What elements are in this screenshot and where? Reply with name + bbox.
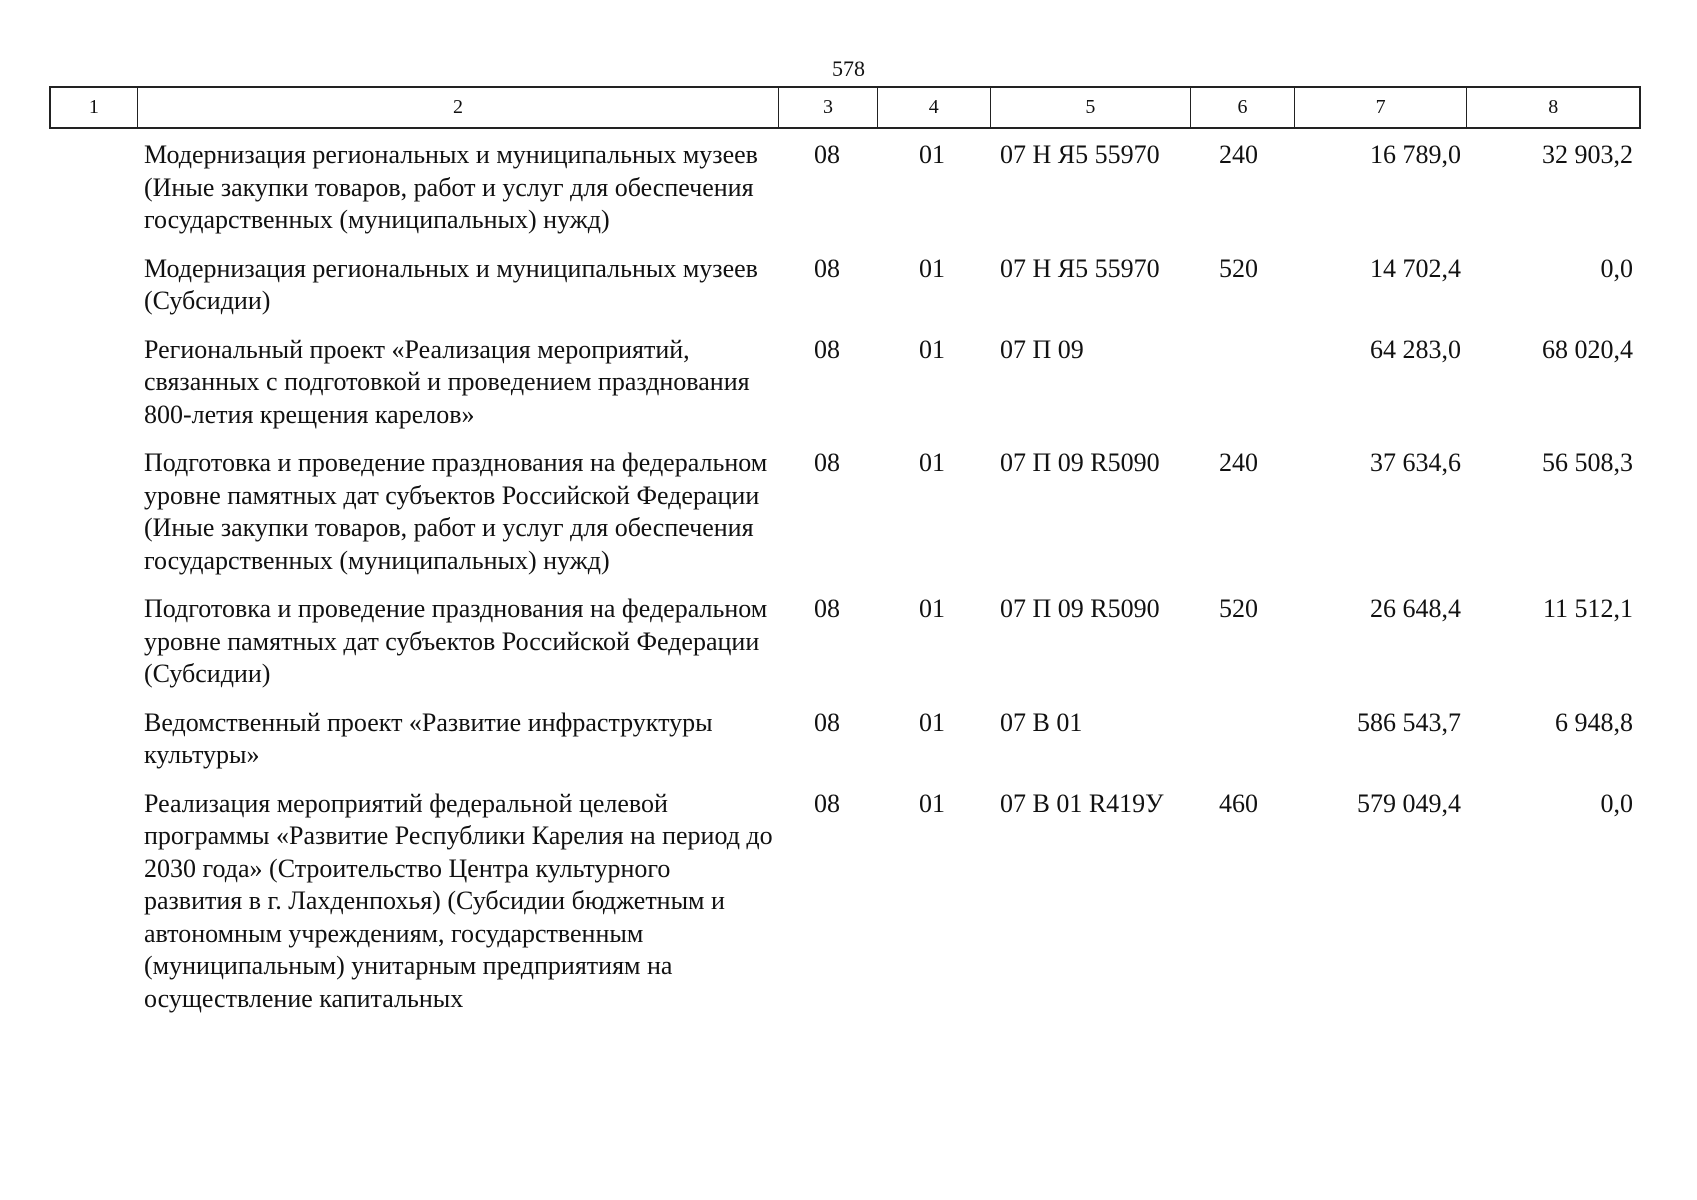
row-amount-col8: 11 512,1 (1542, 594, 1633, 623)
table-header-row (49, 86, 1641, 129)
header-cell-2: 2 (138, 88, 779, 127)
row-amount-col7: 64 283,0 (1370, 334, 1461, 364)
row-description: Модернизация региональных и муниципальных музеев (Субсидии) (144, 253, 758, 315)
row-expense-type (1192, 334, 1296, 432)
row-subsection-code: 01 (919, 788, 945, 818)
row-section-code: 08 (814, 594, 840, 623)
row-expense-type (1192, 707, 1296, 772)
row-amount-col7: 14 702,4 (1370, 253, 1461, 283)
row-description: Подготовка и проведение празднования на федеральном уровне памятных дат субъектов Российской Федерации (Иные закупки товаров, работ и услуг для обеспечения государственных (муниципальных) нужд) (144, 448, 768, 575)
row-index-cell (49, 253, 136, 318)
row-subsection-code: 01 (919, 594, 945, 623)
row-section-code: 08 (814, 707, 840, 737)
table-row (49, 593, 1641, 691)
row-amount-col7: 586 543,7 (1357, 707, 1461, 737)
table-row (49, 788, 1641, 1016)
row-amount-col8: 56 508,3 (1542, 448, 1633, 477)
row-subsection-code: 01 (919, 707, 945, 737)
row-description: Подготовка и проведение празднования на федеральном уровне памятных дат субъектов Российской Федерации (Субсидии) (144, 594, 768, 688)
row-index-cell (49, 139, 136, 237)
row-expense-type: 460 (1219, 788, 1258, 818)
row-description: Модернизация региональных и муниципальных музеев (Иные закупки товаров, работ и услуг для обеспечения государственных (муниципальных) нужд) (144, 140, 758, 234)
row-subsection-code: 01 (919, 334, 945, 364)
row-amount-col8: 0,0 (1600, 788, 1633, 818)
row-amount-col7: 579 049,4 (1357, 788, 1461, 818)
table-row (49, 253, 1641, 318)
row-subsection-code: 01 (919, 448, 945, 477)
row-target-article: 07 П 09 R5090 (1000, 594, 1160, 623)
table-row (49, 707, 1641, 772)
row-index-cell (49, 707, 136, 772)
row-section-code: 08 (814, 140, 840, 169)
row-description: Реализация мероприятий федеральной целевой программы «Развитие Республики Карелия на период до 2030 года» (Строительство Центра культурного развития в г. Лахденпохья) (Субсидии бюджетным и автономным учреждениям, государственным (муниципальным) унитарным предприятиям на осуществление капитальных (144, 788, 773, 1013)
row-subsection-code: 01 (919, 140, 945, 169)
row-index-cell (49, 788, 136, 1016)
header-cell-5: 5 (991, 88, 1192, 127)
table-row (49, 447, 1641, 577)
row-section-code: 08 (814, 448, 840, 477)
budget-table (49, 86, 1641, 1031)
row-target-article: 07 В 01 (1000, 707, 1083, 737)
header-cell-1: 1 (51, 88, 138, 127)
row-amount-col8: 32 903,2 (1542, 140, 1633, 169)
row-target-article: 07 Н Я5 55970 (1000, 140, 1160, 169)
row-amount-col8: 0,0 (1600, 253, 1633, 283)
row-subsection-code: 01 (919, 253, 945, 283)
header-cell-3: 3 (779, 88, 878, 127)
row-amount-col8: 68 020,4 (1542, 334, 1633, 364)
row-index-cell (49, 593, 136, 691)
table-row (49, 334, 1641, 432)
header-cell-8: 8 (1548, 96, 1559, 118)
header-cell-6: 6 (1191, 88, 1295, 127)
row-expense-type: 240 (1219, 140, 1258, 169)
row-amount-col7: 26 648,4 (1370, 594, 1461, 623)
row-amount-col7: 37 634,6 (1370, 448, 1461, 477)
row-description: Региональный проект «Реализация мероприятий, связанных с подготовкой и проведением празднования 800-летия крещения карелов» (144, 334, 750, 429)
row-expense-type: 240 (1219, 448, 1258, 477)
header-cell-4: 4 (878, 88, 991, 127)
row-target-article: 07 Н Я5 55970 (1000, 253, 1160, 283)
row-expense-type: 520 (1219, 253, 1258, 283)
table-row (49, 139, 1641, 237)
row-expense-type: 520 (1219, 594, 1258, 623)
row-index-cell (49, 334, 136, 432)
table-body (49, 129, 1641, 1015)
row-amount-col7: 16 789,0 (1370, 140, 1461, 169)
row-amount-col8: 6 948,8 (1555, 707, 1633, 737)
row-target-article: 07 В 01 R419У (1000, 788, 1164, 818)
row-target-article: 07 П 09 R5090 (1000, 448, 1160, 477)
row-target-article: 07 П 09 (1000, 334, 1084, 364)
page-number: 578 (832, 56, 865, 81)
row-description: Ведомственный проект «Развитие инфраструктуры культуры» (144, 707, 713, 769)
header-cell-7: 7 (1295, 88, 1468, 127)
row-index-cell (49, 447, 136, 577)
row-section-code: 08 (814, 788, 840, 818)
row-section-code: 08 (814, 253, 840, 283)
row-section-code: 08 (814, 334, 840, 364)
